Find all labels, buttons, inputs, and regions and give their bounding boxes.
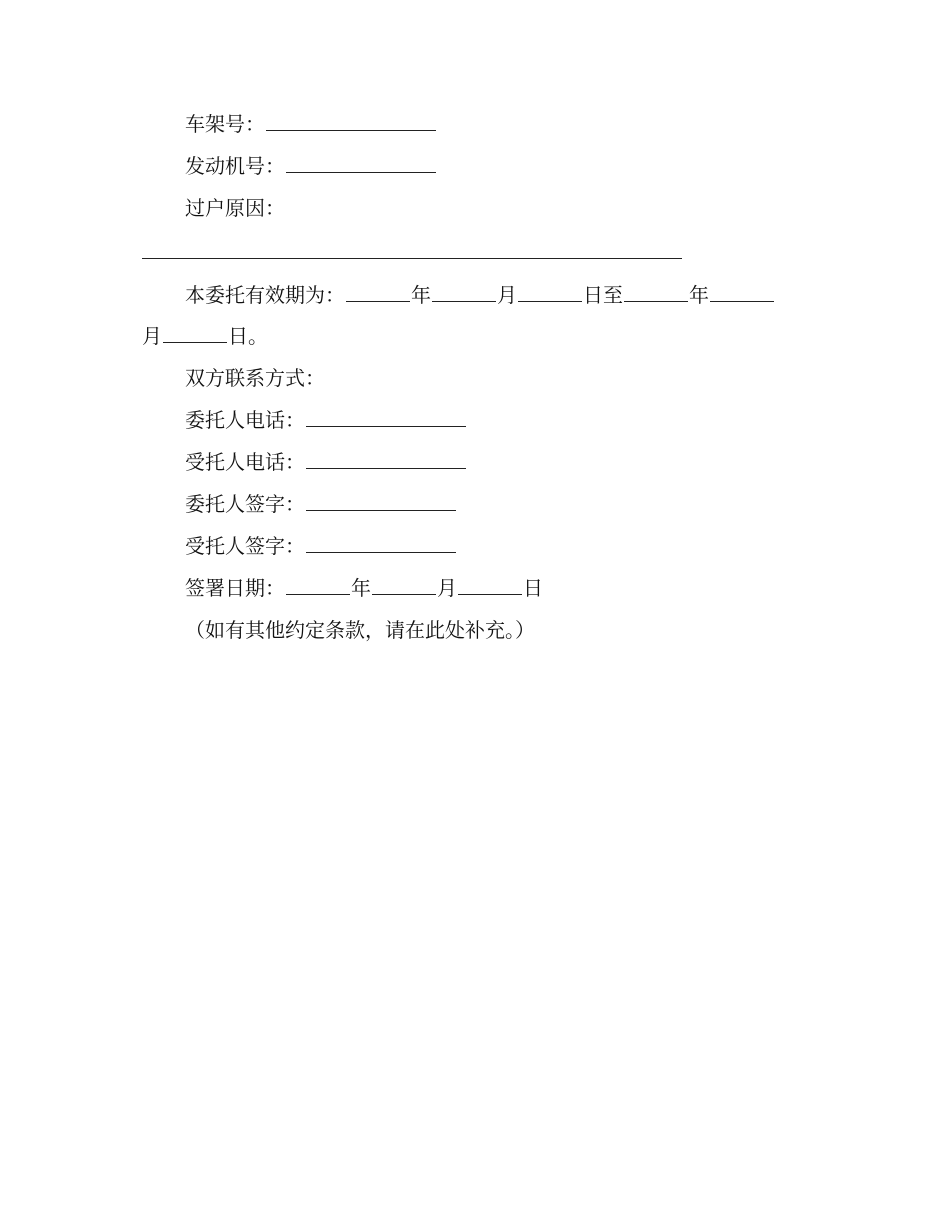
validity-line-2 <box>142 322 822 350</box>
period-end: 。 <box>248 324 268 348</box>
principal-phone-blank[interactable] <box>306 408 466 427</box>
to-text: 至 <box>603 283 623 307</box>
supplementary-note: （如有其他约定条款，请在此处补充。） <box>185 618 535 642</box>
note-line <box>142 616 865 644</box>
principal-phone-line <box>142 406 865 434</box>
signing-month-unit: 月 <box>437 576 457 600</box>
transfer-reason-blank[interactable] <box>142 258 682 259</box>
start-day-blank[interactable] <box>518 283 582 302</box>
end-month-blank-part[interactable] <box>710 283 774 302</box>
end-year-unit: 年 <box>689 283 709 307</box>
transfer-reason-line <box>142 194 865 222</box>
agent-phone-blank[interactable] <box>306 450 466 469</box>
frame-number-blank[interactable] <box>266 112 436 131</box>
agent-phone-line <box>142 448 865 476</box>
start-year-blank[interactable] <box>346 283 410 302</box>
signing-date-label: 签署日期： <box>185 576 285 600</box>
contact-heading-line <box>142 364 865 392</box>
agent-signature-blank[interactable] <box>306 534 456 553</box>
end-month-unit: 月 <box>142 324 162 348</box>
validity-prefix: 本委托有效期为： <box>185 283 345 307</box>
end-day-unit: 日 <box>228 324 248 348</box>
end-day-blank[interactable] <box>163 324 227 343</box>
principal-signature-label: 委托人签字： <box>185 492 305 516</box>
validity-line-1 <box>142 281 865 309</box>
signing-day-unit: 日 <box>523 576 543 600</box>
signing-date-line <box>142 574 865 602</box>
end-year-blank[interactable] <box>624 283 688 302</box>
principal-signature-blank[interactable] <box>306 492 456 511</box>
agent-phone-label: 受托人电话： <box>185 450 305 474</box>
start-month-unit: 月 <box>497 283 517 307</box>
principal-signature-line <box>142 490 865 518</box>
engine-number-line <box>142 152 865 180</box>
engine-number-label: 发动机号： <box>185 154 285 178</box>
frame-number-label: 车架号： <box>185 112 265 136</box>
start-month-blank[interactable] <box>432 283 496 302</box>
principal-phone-label: 委托人电话： <box>185 408 305 432</box>
signing-day-blank[interactable] <box>458 576 522 595</box>
signing-year-blank[interactable] <box>286 576 350 595</box>
start-year-unit: 年 <box>411 283 431 307</box>
agent-signature-line <box>142 532 865 560</box>
engine-number-blank[interactable] <box>286 154 436 173</box>
signing-month-blank[interactable] <box>372 576 436 595</box>
signing-year-unit: 年 <box>351 576 371 600</box>
start-day-unit: 日 <box>583 283 603 307</box>
transfer-reason-label: 过户原因： <box>185 196 285 220</box>
frame-number-line <box>142 110 865 138</box>
agent-signature-label: 受托人签字： <box>185 534 305 558</box>
contact-heading: 双方联系方式： <box>185 366 325 390</box>
